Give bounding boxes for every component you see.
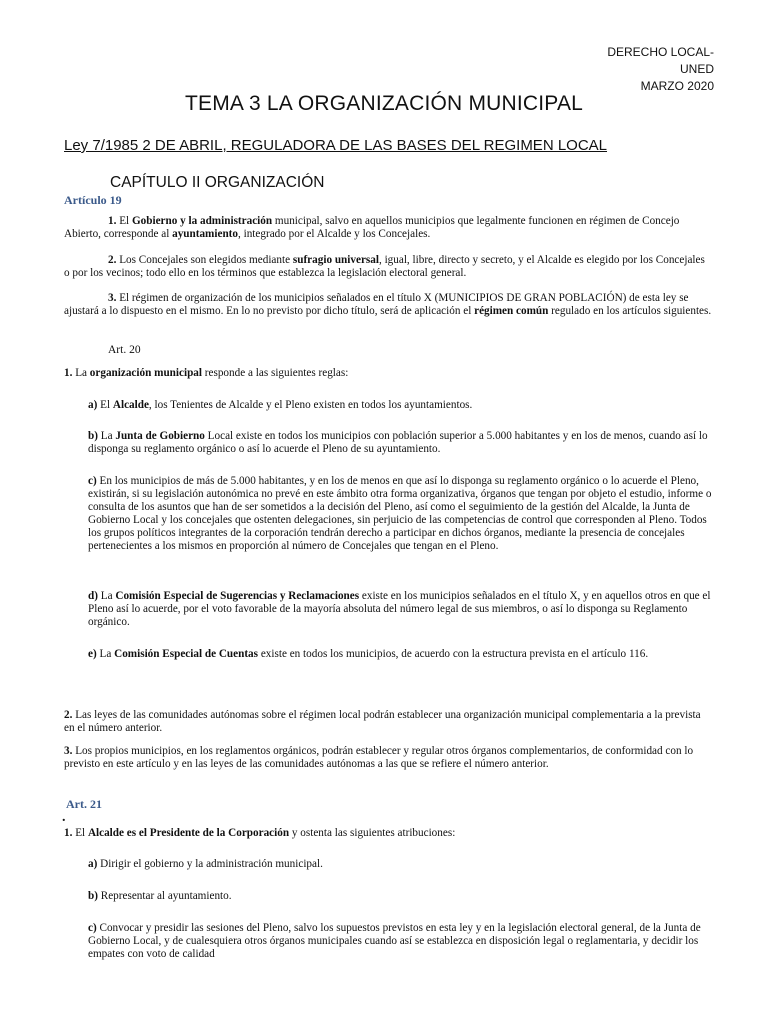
art20-paragraph-2: 2. Las leyes de las comunidades autónomas sobre el régimen local podrán establecer una organización municipal complementaria a la prevista en el número anterior. [64,709,701,734]
art20-paragraph-3: 3. Los propios municipios, en los reglamentos orgánicos, podrán establecer y regular otros órganos complementarios, de conformidad con lo previsto en este artículo y en las leyes de las comunidades autónomas a las que se refiere el número anterior. [64,745,694,770]
art20-paragraph-1: 1. La organización municipal responde a las siguientes reglas: [64,367,349,379]
chapter-title: CAPÍTULO II ORGANIZACIÓN [110,174,325,191]
art20-item-c: c) En los municipios de más de 5.000 habitantes, y en los de menos en que así lo disponga su reglamento orgánico o lo acuerde el Pleno, existirán, si su legislación autonómica no prevé en este ámbito otra forma organizativa, órganos que tengan por objeto el estudio, informe o consulta de los asuntos que han de ser sometidos a la decisión del Pleno, así como el seguimiento de la gestión del Alcalde, la Junta de Gobierno Local y los concejales que ostenten delegaciones, sin perjuicio de las competencias de control que corresponden al Pleno. Todos los grupos políticos integrantes de la corporación tendrán derecho a participar en dichos órganos, mediante la presencia de concejales pertenecientes a los mismos en proporción al número de Concejales que tengan en el Pleno. [88,475,712,552]
art21-item-a: a) Dirigir el gobierno y la administración municipal. [88,858,323,870]
article-21-heading: Art. 21 [66,797,102,811]
art20-item-d: d) La Comisión Especial de Sugerencias y Reclamaciones existe en los municipios señalados en el título X, y en aquellos otros en que el Pleno así lo acuerde, por el voto favorable de la mayoría absoluta del número legal de sus miembros, o así lo disponga su Reglamento orgánico. [88,590,711,628]
art19-paragraph-3: 3. El régimen de organización de los municipios señalados en el título X (MUNICIPIOS DE GRAN POBLACIÓN) de esta ley se ajustará a lo dispuesto en el mismo. En lo no previsto por dicho título, será de aplicación el régimen común regulado en los artículos siguientes. [64,292,712,317]
law-title: Ley 7/1985 2 DE ABRIL, REGULADORA DE LAS BASES DEL REGIMEN LOCAL [64,137,608,154]
header-university: UNED [679,62,714,76]
art21-item-b: b) Representar al ayuntamiento. [88,890,232,902]
document-header [607,44,714,95]
article-20-heading: Art. 20 [108,344,141,356]
art19-paragraph-1: 1. El Gobierno y la administración municipal, salvo en aquellos municipios que legalmente funcionen en régimen de Concejo Abierto, corresponde al ayuntamiento, integrado por el Alcalde y los Concejales. [64,215,680,240]
art19-paragraph-2: 2. Los Concejales son elegidos mediante sufragio universal, igual, libre, directo y secreto, y el Alcalde es elegido por los Concejales o por los vecinos; todo ello en los términos que establezca la legislación electoral general. [64,254,705,279]
header-date: MARZO 2020 [640,79,714,93]
art21-paragraph-1: 1. El Alcalde es el Presidente de la Corporación y ostenta las siguientes atribuciones: [64,827,456,839]
art21-item-c: c) Convocar y presidir las sesiones del Pleno, salvo los supuestos previstos en esta ley y en la legislación electoral general, de la Junta de Gobierno Local, y de cualesquiera otros órganos municipales cuando así se establezca en disposición legal o reglamentaria, y decidir los empates con voto de calidad [88,922,701,960]
art20-item-e: e) La Comisión Especial de Cuentas existe en todos los municipios, de acuerdo con la estructura prevista en el artículo 116. [88,648,649,660]
header-subject: DERECHO LOCAL- [607,45,714,59]
article-19-heading: Artículo 19 [64,193,122,207]
bullet-dot: . [62,810,66,825]
art20-item-b: b) La Junta de Gobierno Local existe en todos los municipios con población superior a 5.000 habitantes y en los de menos, cuando así lo disponga su reglamento orgánico o así lo acuerde el Pleno de su ayuntamiento. [88,430,708,455]
art20-item-a: a) El Alcalde, los Tenientes de Alcalde y el Pleno existen en todos los ayuntamientos. [88,399,473,411]
page-title: TEMA 3 LA ORGANIZACIÓN MUNICIPAL [184,92,584,115]
